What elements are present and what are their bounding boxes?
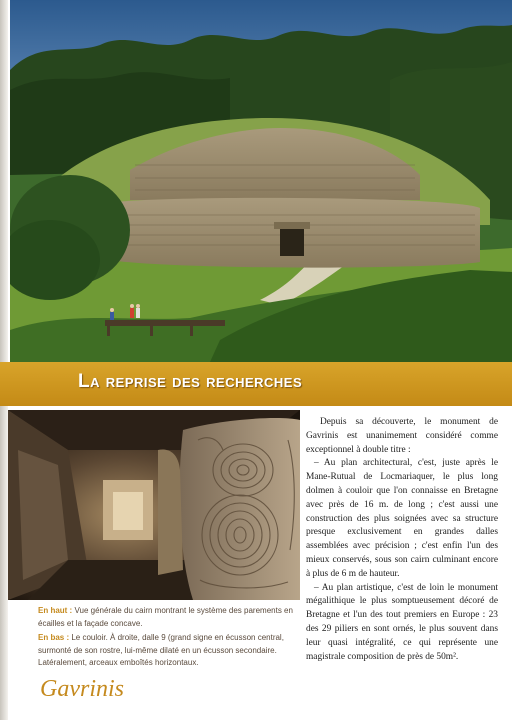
gavrinis-signature: Gavrinis xyxy=(40,676,124,702)
section-title: La reprise des recherches xyxy=(78,371,303,392)
caption-bottom-text: Le couloir. À droite, dalle 9 (grand signe en écusson central, surmonté de son rostre, lui-même dilaté en un écusson secondaire. Latéralement, arceaux emboîtés horizontaux. xyxy=(38,633,284,667)
caption-top-text: Vue générale du cairn montrant le système des parements en écailles et la façade concave. xyxy=(38,606,293,628)
article-body xyxy=(306,416,498,664)
body-paragraph-architecture: – Au plan architectural, c'est, juste après le Mane-Rutual de Locmariaquer, le plus long dolmen à couloir que l'on connaisse en Bretagne avec près de 16 m. de long ; c'est aussi une construction des plus soignées avec sa structure presque exclusivement en grandes dalles assemblées avec précision ; c'est enfin l'un des mieux conservés, sous son cairn culminant encore à plus de 6 m de hauteur. xyxy=(306,458,498,579)
cairn-photo xyxy=(10,0,512,362)
photo-caption xyxy=(38,605,300,672)
page-edge xyxy=(0,0,8,720)
body-paragraph-art: – Au plan artistique, c'est de loin le monument mégalithique le plus somptueusement décoré de Bretagne et l'un des tout premiers en Europe : 23 des 29 piliers en sont ornés, le plus souvent dans leur quasi intégralité, ce qui représente une magistrale composition de près de 50m². xyxy=(306,582,498,662)
corridor-photo xyxy=(8,410,300,600)
body-paragraph-intro: Depuis sa découverte, le monument de Gavrinis est unanimement considéré comme exceptionnel à double titre : xyxy=(306,417,498,455)
caption-top-label: En haut : xyxy=(38,606,73,615)
caption-top xyxy=(38,605,300,630)
caption-bottom xyxy=(38,632,300,670)
caption-bottom-label: En bas : xyxy=(38,633,70,642)
